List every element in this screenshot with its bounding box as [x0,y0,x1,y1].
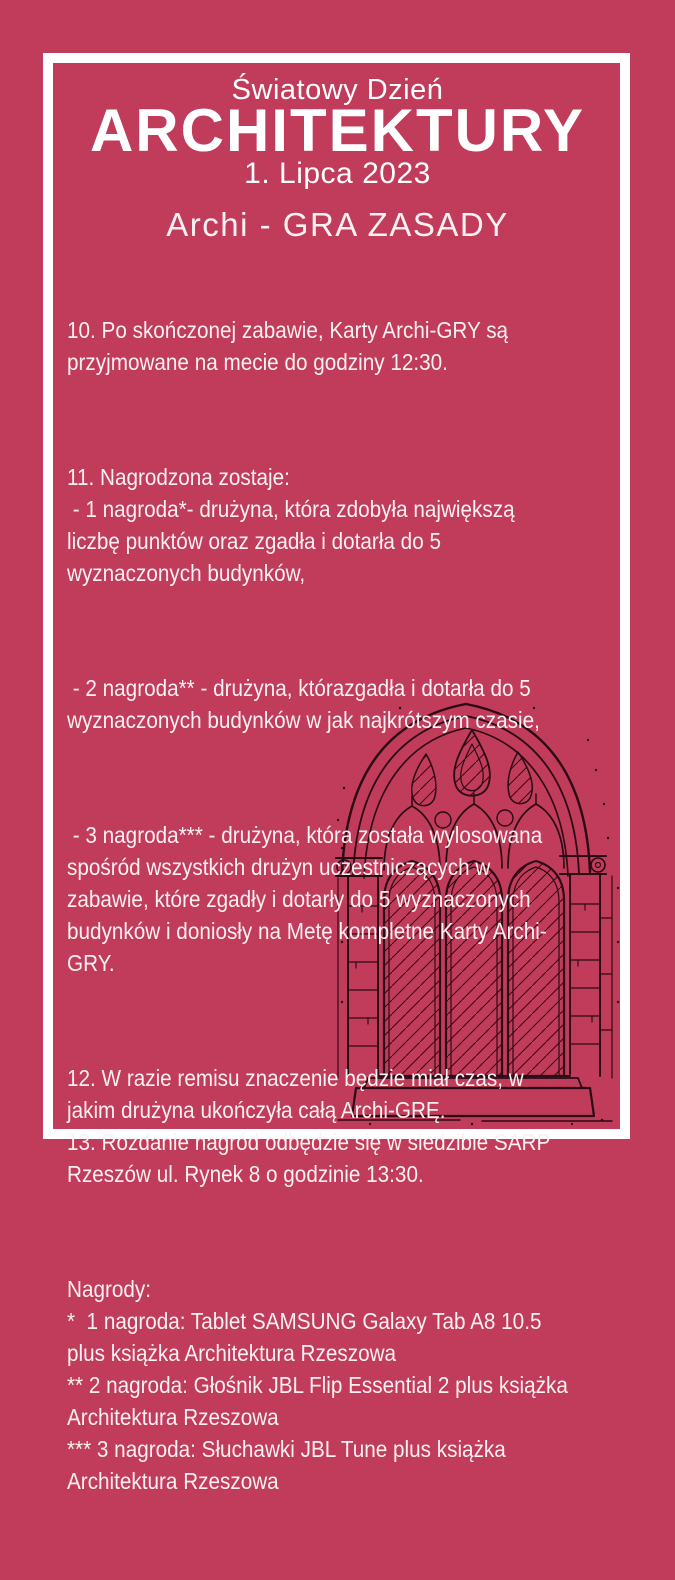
rules-paragraph-10: 10. Po skończonej zabawie, Karty Archi-GRY są przyjmowane na mecie do godziny 12:30. [67,317,509,375]
rules-paragraph-prize2: - 2 nagroda** - drużyna, którazgadła i dotarła do 5 wyznaczonych budynków w jak najkrótszym czasie, [67,675,540,733]
rules-body [67,250,625,1580]
header-date: 1. Lipca 2023 [244,157,431,190]
rules-paragraph-12-13: 12. W razie remisu znaczenie będzie miał czas, w jakim drużyna ukończyła całą Archi-GRĘ. 13. Rozdanie nagród odbędzie się w siedzibie SARP Rzeszów ul. Rynek 8 o godzinie 13:30. [67,1065,551,1187]
rules-paragraph-11-prize1: 11. Nagrodzona zostaje: - 1 nagroda*- drużyna, która zdobyła największą liczbę punktów oraz zgadła i dotarła do 5 wyznaczonych budynków, [67,464,515,586]
rules-heading: Archi - GRA ZASADY [166,206,509,243]
prizes-list: Nagrody: * 1 nagroda: Tablet SAMSUNG Galaxy Tab A8 10.5 plus książka Architektura Rzeszowa ** 2 nagroda: Głośnik JBL Flip Essential 2 plus książka Architektura Rzeszowa *** 3 nagroda: Słuchawki JBL Tune plus książka Architektura Rzeszowa [67,1276,568,1494]
page-title: ARCHITEKTURY [89,97,586,164]
header-kicker: Światowy Dzień [231,74,444,106]
rules-paragraph-prize3: - 3 nagroda*** - drużyna, która została wylosowana spośród wszystkich drużyn uczestniczących w zabawie, które zgadły i dotarły do 5 wyznaczonych budynków i doniosły na Metę kompletne Karty Archi- GRY. [67,822,547,976]
